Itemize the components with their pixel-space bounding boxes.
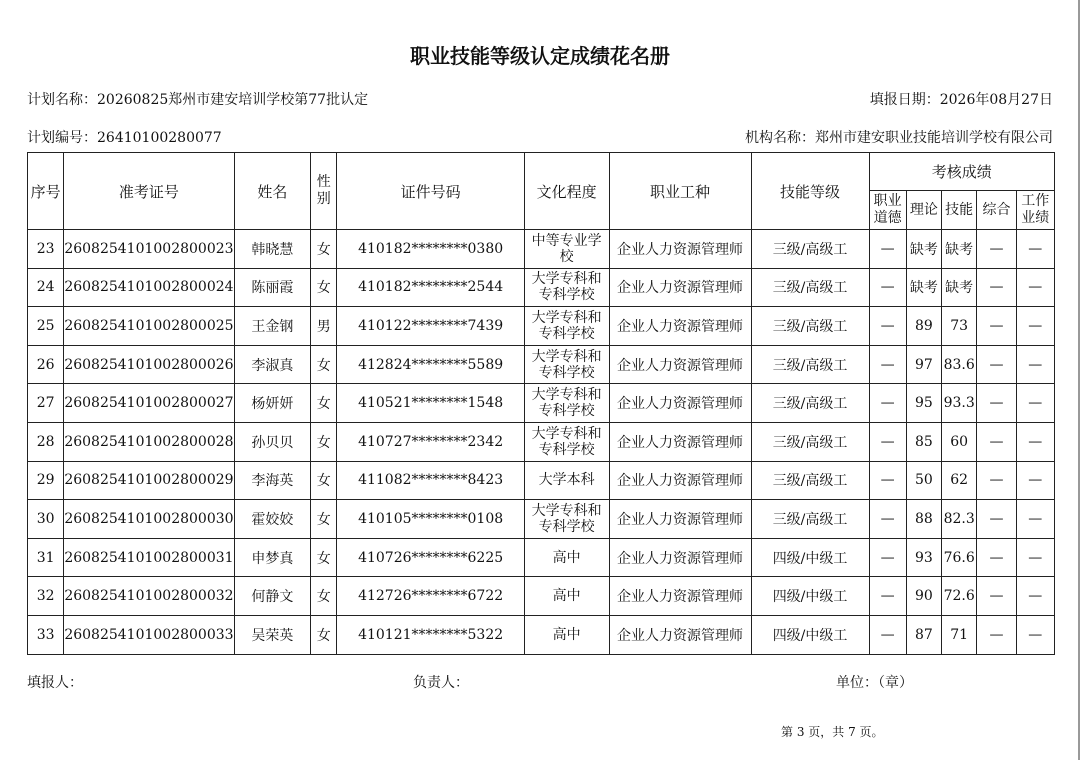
- cell-seq: 24: [28, 268, 64, 307]
- cell-occupation: 企业人力资源管理师: [609, 500, 751, 539]
- cell-seq: 26: [28, 345, 64, 384]
- plan-name: 计划名称：20260825郑州市建安培训学校第77批认定: [27, 92, 369, 108]
- cell-work-performance: —: [1016, 615, 1054, 654]
- cell-id-number: 410726********6225: [337, 538, 524, 577]
- cell-occupation: 企业人力资源管理师: [609, 230, 751, 269]
- cell-seq: 30: [28, 500, 64, 539]
- cell-occupation: 企业人力资源管理师: [609, 268, 751, 307]
- cell-gender: 女: [311, 500, 337, 539]
- cell-theory: 90: [906, 577, 941, 616]
- cell-skill-level: 三级/高级工: [751, 500, 869, 539]
- cell-gender: 男: [311, 307, 337, 346]
- cell-exam-id: 2608254101002800026: [64, 345, 234, 384]
- cell-ethics: —: [869, 500, 906, 539]
- cell-theory: 97: [906, 345, 941, 384]
- cell-comprehensive: —: [977, 538, 1016, 577]
- cell-gender: 女: [311, 538, 337, 577]
- cell-id-number: 410521********1548: [337, 384, 524, 423]
- cell-gender: 女: [311, 615, 337, 654]
- cell-skill: 缺考: [942, 230, 977, 269]
- document-title: 职业技能等级认定成绩花名册: [410, 44, 670, 68]
- cell-education: 高中: [524, 577, 609, 616]
- cell-seq: 29: [28, 461, 64, 500]
- cell-id-number: 410182********0380: [337, 230, 524, 269]
- cell-work-performance: —: [1016, 500, 1054, 539]
- cell-work-performance: —: [1016, 461, 1054, 500]
- page-info: 第 3 页，共 7 页。: [781, 725, 884, 739]
- cell-skill-level: 三级/高级工: [751, 422, 869, 461]
- table-row: [28, 461, 1055, 500]
- header-seq: 序号: [28, 153, 64, 230]
- cell-gender: 女: [311, 345, 337, 384]
- cell-occupation: 企业人力资源管理师: [609, 615, 751, 654]
- cell-comprehensive: —: [977, 307, 1016, 346]
- cell-theory: 87: [906, 615, 941, 654]
- cell-education: 大学专科和专科学校: [524, 268, 609, 307]
- cell-exam-id: 2608254101002800023: [64, 230, 234, 269]
- cell-work-performance: —: [1016, 345, 1054, 384]
- cell-skill-level: 四级/中级工: [751, 615, 869, 654]
- cell-exam-id: 2608254101002800024: [64, 268, 234, 307]
- cell-skill: 71: [942, 615, 977, 654]
- header-comprehensive: 综合: [977, 191, 1016, 230]
- cell-theory: 85: [906, 422, 941, 461]
- cell-id-number: 410122********7439: [337, 307, 524, 346]
- table-row: [28, 345, 1055, 384]
- header-work-performance: 工作业绩: [1016, 191, 1054, 230]
- table-row: [28, 538, 1055, 577]
- cell-skill: 73: [942, 307, 977, 346]
- cell-occupation: 企业人力资源管理师: [609, 461, 751, 500]
- cell-exam-id: 2608254101002800030: [64, 500, 234, 539]
- cell-gender: 女: [311, 461, 337, 500]
- cell-skill: 82.3: [942, 500, 977, 539]
- cell-skill-level: 三级/高级工: [751, 384, 869, 423]
- cell-comprehensive: —: [977, 268, 1016, 307]
- cell-theory: 88: [906, 500, 941, 539]
- cell-seq: 27: [28, 384, 64, 423]
- cell-exam-id: 2608254101002800029: [64, 461, 234, 500]
- org-name: 机构名称：郑州市建安职业技能培训学校有限公司: [745, 130, 1053, 146]
- cell-comprehensive: —: [977, 577, 1016, 616]
- cell-comprehensive: —: [977, 345, 1016, 384]
- cell-work-performance: —: [1016, 384, 1054, 423]
- cell-skill: 62: [942, 461, 977, 500]
- cell-gender: 女: [311, 384, 337, 423]
- fill-date: 填报日期：2026年08月27日: [869, 92, 1053, 108]
- score-roster-table: [27, 152, 1055, 655]
- cell-name: 何静文: [234, 577, 311, 616]
- cell-theory: 93: [906, 538, 941, 577]
- table-row: [28, 307, 1055, 346]
- cell-ethics: —: [869, 384, 906, 423]
- cell-name: 申梦真: [234, 538, 311, 577]
- cell-skill-level: 三级/高级工: [751, 461, 869, 500]
- footer-filler: 填报人：: [27, 675, 83, 691]
- cell-theory: 50: [906, 461, 941, 500]
- cell-id-number: 410182********2544: [337, 268, 524, 307]
- cell-ethics: —: [869, 268, 906, 307]
- cell-occupation: 企业人力资源管理师: [609, 577, 751, 616]
- footer-responsible: 负责人：: [413, 675, 469, 691]
- cell-education: 高中: [524, 538, 609, 577]
- cell-comprehensive: —: [977, 461, 1016, 500]
- cell-seq: 32: [28, 577, 64, 616]
- cell-education: 中等专业学校: [524, 230, 609, 269]
- table-row: [28, 268, 1055, 307]
- header-id-number: 证件号码: [337, 153, 524, 230]
- cell-id-number: 410121********5322: [337, 615, 524, 654]
- plan-number: 计划编号：26410100280077: [27, 130, 222, 146]
- cell-work-performance: —: [1016, 422, 1054, 461]
- cell-work-performance: —: [1016, 538, 1054, 577]
- cell-gender: 女: [311, 268, 337, 307]
- cell-exam-id: 2608254101002800032: [64, 577, 234, 616]
- table-row: [28, 384, 1055, 423]
- cell-education: 大学专科和专科学校: [524, 500, 609, 539]
- cell-theory: 95: [906, 384, 941, 423]
- header-theory: 理论: [906, 191, 941, 230]
- footer-unit: 单位：（章）: [836, 675, 913, 691]
- header-ethics: 职业道德: [869, 191, 906, 230]
- table-row: [28, 500, 1055, 539]
- cell-occupation: 企业人力资源管理师: [609, 345, 751, 384]
- cell-gender: 女: [311, 230, 337, 269]
- cell-theory: 89: [906, 307, 941, 346]
- header-occupation: 职业工种: [609, 153, 751, 230]
- cell-skill-level: 三级/高级工: [751, 307, 869, 346]
- cell-ethics: —: [869, 538, 906, 577]
- header-scores-group: 考核成绩: [869, 153, 1055, 191]
- table-row: [28, 230, 1055, 269]
- header-education: 文化程度: [524, 153, 609, 230]
- cell-work-performance: —: [1016, 307, 1054, 346]
- header-gender: 性别: [311, 153, 337, 230]
- cell-work-performance: —: [1016, 577, 1054, 616]
- cell-skill: 缺考: [942, 268, 977, 307]
- cell-name: 韩晓慧: [234, 230, 311, 269]
- cell-skill: 83.6: [942, 345, 977, 384]
- cell-skill: 76.6: [942, 538, 977, 577]
- cell-occupation: 企业人力资源管理师: [609, 384, 751, 423]
- cell-theory: 缺考: [906, 268, 941, 307]
- cell-education: 大学专科和专科学校: [524, 422, 609, 461]
- cell-exam-id: 2608254101002800031: [64, 538, 234, 577]
- cell-ethics: —: [869, 461, 906, 500]
- cell-seq: 31: [28, 538, 64, 577]
- cell-id-number: 412824********5589: [337, 345, 524, 384]
- cell-name: 王金钢: [234, 307, 311, 346]
- cell-exam-id: 2608254101002800033: [64, 615, 234, 654]
- cell-skill-level: 四级/中级工: [751, 538, 869, 577]
- cell-skill-level: 三级/高级工: [751, 268, 869, 307]
- cell-occupation: 企业人力资源管理师: [609, 307, 751, 346]
- cell-education: 大学专科和专科学校: [524, 345, 609, 384]
- header-name: 姓名: [234, 153, 311, 230]
- cell-seq: 33: [28, 615, 64, 654]
- table-row: [28, 422, 1055, 461]
- cell-gender: 女: [311, 577, 337, 616]
- cell-skill-level: 三级/高级工: [751, 345, 869, 384]
- table-row: [28, 577, 1055, 616]
- header-skill-level: 技能等级: [751, 153, 869, 230]
- cell-comprehensive: —: [977, 500, 1016, 539]
- cell-education: 大学专科和专科学校: [524, 384, 609, 423]
- cell-name: 李淑真: [234, 345, 311, 384]
- cell-name: 吴荣英: [234, 615, 311, 654]
- cell-exam-id: 2608254101002800025: [64, 307, 234, 346]
- cell-work-performance: —: [1016, 268, 1054, 307]
- cell-id-number: 410105********0108: [337, 500, 524, 539]
- cell-education: 大学本科: [524, 461, 609, 500]
- cell-work-performance: —: [1016, 230, 1054, 269]
- cell-name: 杨妍妍: [234, 384, 311, 423]
- cell-ethics: —: [869, 422, 906, 461]
- cell-occupation: 企业人力资源管理师: [609, 422, 751, 461]
- cell-seq: 23: [28, 230, 64, 269]
- cell-comprehensive: —: [977, 422, 1016, 461]
- cell-skill-level: 四级/中级工: [751, 577, 869, 616]
- cell-comprehensive: —: [977, 384, 1016, 423]
- cell-seq: 28: [28, 422, 64, 461]
- header-skill: 技能: [942, 191, 977, 230]
- cell-education: 大学专科和专科学校: [524, 307, 609, 346]
- cell-id-number: 411082********8423: [337, 461, 524, 500]
- cell-exam-id: 2608254101002800027: [64, 384, 234, 423]
- cell-id-number: 410727********2342: [337, 422, 524, 461]
- cell-occupation: 企业人力资源管理师: [609, 538, 751, 577]
- cell-ethics: —: [869, 615, 906, 654]
- header-exam-id: 准考证号: [64, 153, 234, 230]
- cell-ethics: —: [869, 307, 906, 346]
- cell-name: 霍姣姣: [234, 500, 311, 539]
- cell-gender: 女: [311, 422, 337, 461]
- cell-seq: 25: [28, 307, 64, 346]
- cell-comprehensive: —: [977, 615, 1016, 654]
- cell-education: 高中: [524, 615, 609, 654]
- cell-ethics: —: [869, 577, 906, 616]
- cell-theory: 缺考: [906, 230, 941, 269]
- cell-name: 陈丽霞: [234, 268, 311, 307]
- cell-ethics: —: [869, 230, 906, 269]
- cell-comprehensive: —: [977, 230, 1016, 269]
- cell-skill: 93.3: [942, 384, 977, 423]
- cell-skill: 60: [942, 422, 977, 461]
- cell-id-number: 412726********6722: [337, 577, 524, 616]
- cell-exam-id: 2608254101002800028: [64, 422, 234, 461]
- cell-skill: 72.6: [942, 577, 977, 616]
- cell-name: 李海英: [234, 461, 311, 500]
- cell-ethics: —: [869, 345, 906, 384]
- cell-skill-level: 三级/高级工: [751, 230, 869, 269]
- table-row: [28, 615, 1055, 654]
- cell-name: 孙贝贝: [234, 422, 311, 461]
